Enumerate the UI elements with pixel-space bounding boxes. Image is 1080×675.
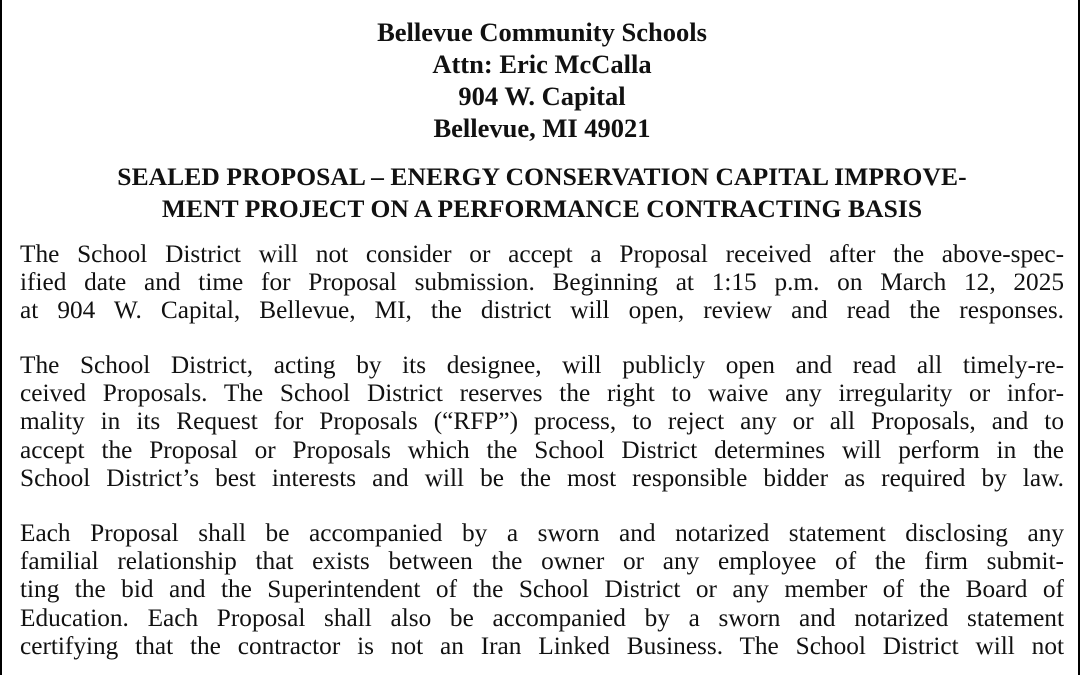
- paragraph-line: familial relationship that exists between the owner or any employee of the firm submit-: [20, 547, 1064, 576]
- paragraph-line: Each Proposal shall be accompanied by a sworn and notarized statement disclosing any: [20, 519, 1064, 547]
- paragraph-line: ceived Proposals. The School District reserves the right to waive any irregularity or infor-: [20, 379, 1064, 408]
- title-line: SEALED PROPOSAL – ENERGY CONSERVATION CAPITAL IMPROVE-: [117, 162, 967, 191]
- paragraph-line: at 904 W. Capital, Bellevue, MI, the district will open, review and read the responses.: [20, 296, 1064, 325]
- paragraph-sworn-statements: [20, 519, 1064, 660]
- title-line: MENT PROJECT ON A PERFORMANCE CONTRACTING BASIS: [161, 194, 923, 223]
- paragraph-line: mality in its Request for Proposals (“RFP”) process, to reject any or all Proposals, and to: [20, 407, 1064, 436]
- paragraph-line: School District’s best interests and will be the most responsible bidder as required by law.: [20, 463, 1064, 492]
- paragraph-opening-and-rights: [20, 351, 1064, 492]
- notice-title: [42, 161, 1042, 225]
- street-address: 904 W. Capital: [458, 81, 626, 111]
- district-name: Bellevue Community Schools: [377, 17, 707, 47]
- paragraph-line: ting the bid and the Superintendent of the School District or any member of the Board of: [20, 575, 1064, 604]
- paragraph-line: Education. Each Proposal shall also be accompanied by a sworn and notarized statement: [20, 603, 1064, 632]
- paragraph-line: certifying that the contractor is not an Iran Linked Business. The School District will not: [20, 631, 1064, 660]
- city-state-zip: Bellevue, MI 49021: [433, 113, 651, 143]
- paragraph-line: ified date and time for Proposal submission. Beginning at 1:15 p.m. on March 12, 2025: [20, 268, 1064, 297]
- address-block: [2, 16, 1080, 144]
- paragraph-line: accept the Proposal or Proposals which the School District determines will perform in the: [20, 435, 1064, 464]
- paragraph-submission-deadline: [20, 240, 1064, 325]
- paragraph-line: The School District, acting by its designee, will publicly open and read all timely-re-: [20, 351, 1064, 379]
- attention-line: Attn: Eric McCalla: [432, 49, 652, 79]
- paragraph-line: The School District will not consider or accept a Proposal received after the above-spec-: [20, 240, 1064, 268]
